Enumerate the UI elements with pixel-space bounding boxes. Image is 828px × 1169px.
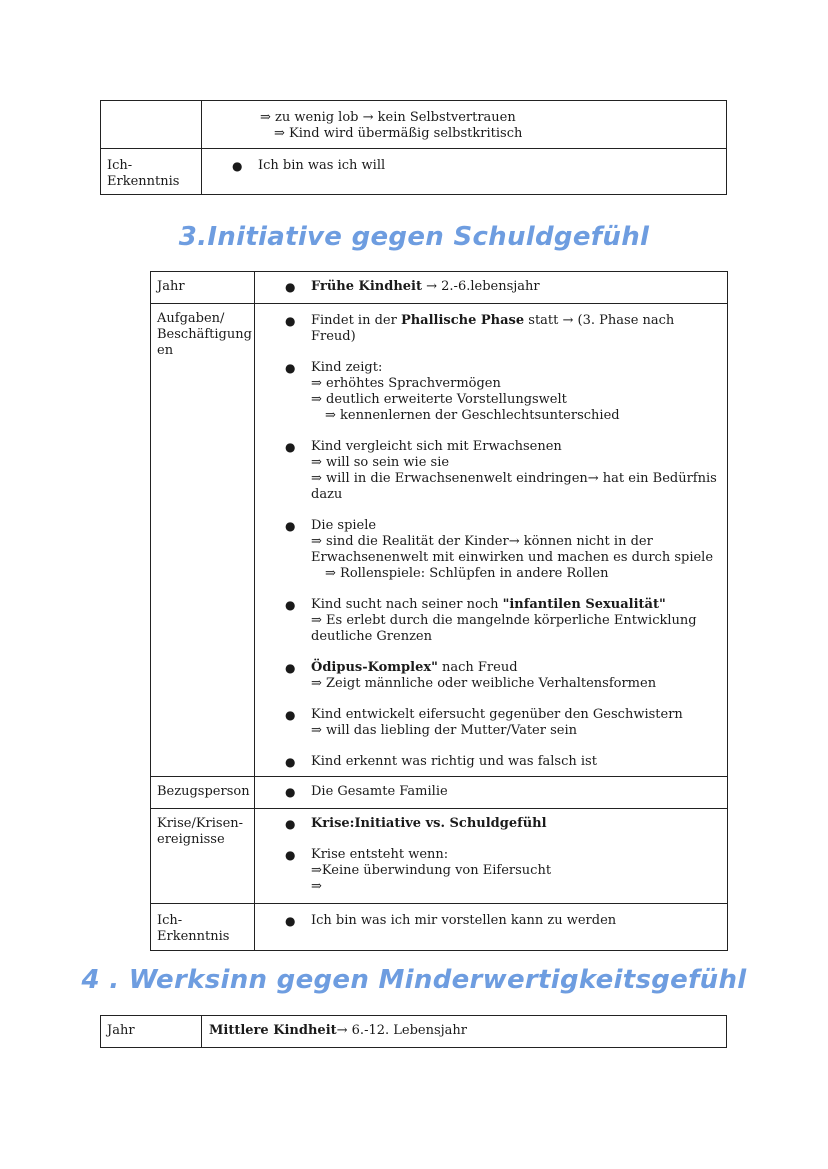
bullet-icon: ● <box>285 785 296 799</box>
content-cell <box>202 149 727 195</box>
text: Kind sucht nach seiner noch <box>311 597 503 612</box>
bullet-item <box>285 847 717 895</box>
table-previous-stage <box>100 100 727 195</box>
section-title-4: 4 . Werksinn gegen Minderwertigkeitsgefühl <box>81 965 747 995</box>
text: nach Freud <box>437 660 518 675</box>
row-label: Ich-Erkenntnis <box>101 149 202 195</box>
bullet-icon: ● <box>285 519 296 533</box>
table-row <box>151 304 728 777</box>
table-row <box>101 149 727 195</box>
text: → 2.-6.lebensjahr <box>422 279 540 294</box>
bullet-icon: ● <box>285 914 296 928</box>
row-label: Krise/Krisen-ereignisse <box>151 809 255 904</box>
text-line: ⇒ deutlich erweiterte Vorstellungswelt <box>311 392 567 407</box>
bullet-item <box>285 784 717 800</box>
bullet-text: Ich bin was ich will <box>258 158 386 173</box>
bullet-text: Ich bin was ich mir vorstellen kann zu werden <box>311 913 617 928</box>
section-title-3: 3.Initiative gegen Schuldgefühl <box>178 222 650 252</box>
table-row <box>151 272 728 304</box>
bullet-icon: ● <box>232 159 243 173</box>
content-cell <box>255 304 728 777</box>
bullet-icon: ● <box>285 361 296 375</box>
text-line <box>311 660 717 676</box>
bullet-icon: ● <box>285 280 296 294</box>
bold-text: Frühe Kindheit <box>311 279 422 294</box>
row-label: Bezugsperson <box>151 777 255 809</box>
content-cell <box>202 101 727 149</box>
bullet-item <box>285 518 717 582</box>
text-line: ⇒ kennenlernen der Geschlechtsunterschied <box>325 408 620 423</box>
bullet-item <box>232 158 716 174</box>
row-label: Ich-Erkenntnis <box>151 904 255 951</box>
bullet-item <box>285 660 717 692</box>
bullet-icon: ● <box>285 314 296 328</box>
content-cell <box>255 272 728 304</box>
row-label: Jahr <box>151 272 255 304</box>
table-row <box>101 1016 727 1048</box>
content-cell <box>255 904 728 951</box>
text-line: ⇒ sind die Realität der Kinder→ können nicht in der Erwachsenenwelt mit einwirken und machen es durch spiele <box>311 534 714 565</box>
text-line: ⇒ Zeigt männliche oder weibliche Verhaltensformen <box>311 676 657 691</box>
text-line: Die spiele <box>311 518 377 533</box>
text-line: Kind entwickelt eifersucht gegenüber den Geschwistern <box>311 707 683 722</box>
text-line: ⇒ Kind wird übermäßig selbstkritisch <box>274 126 523 141</box>
bold-text: Krise:Initiative vs. Schuldgefühl <box>311 816 547 831</box>
table-row <box>151 904 728 951</box>
bullet-text: Die Gesamte Familie <box>311 784 448 799</box>
bullet-item <box>285 597 717 645</box>
text-line: Kind zeigt: <box>311 360 383 375</box>
bullet-icon: ● <box>285 848 296 862</box>
bullet-item <box>285 279 717 295</box>
bullet-item <box>285 816 717 832</box>
table-row <box>151 809 728 904</box>
bullet-item <box>285 439 717 503</box>
bold-text: Mittlere Kindheit <box>209 1023 337 1038</box>
table-row <box>151 777 728 809</box>
table-row <box>101 101 727 149</box>
text: → 6.-12. Lebensjahr <box>336 1023 468 1038</box>
content-cell <box>255 777 728 809</box>
bullet-icon: ● <box>285 661 296 675</box>
table-stage-4 <box>100 1015 727 1048</box>
content-cell <box>202 1016 727 1048</box>
row-label: Aufgaben/ Beschäftigung en <box>151 304 255 777</box>
text: statt → (3. Phase nach Freud) <box>311 313 675 344</box>
bullet-item <box>285 313 717 345</box>
text-line: ⇒ will das liebling der Mutter/Vater sein <box>311 723 577 738</box>
bold-text: Ödipus-Komplex" <box>311 660 438 675</box>
bullet-item <box>285 707 717 739</box>
empty-label-cell <box>101 101 202 149</box>
row-label: Jahr <box>101 1016 202 1048</box>
text-line <box>311 597 717 613</box>
bullet-icon: ● <box>285 817 296 831</box>
text-line: ⇒ will so sein wie sie <box>311 455 450 470</box>
bold-text: "infantilen Sexualität" <box>502 597 666 612</box>
text-line: ⇒ Es erlebt durch die mangelnde körperliche Entwicklung deutliche Grenzen <box>311 613 697 644</box>
bullet-item <box>285 754 717 770</box>
text-line: ⇒ erhöhtes Sprachvermögen <box>311 376 501 391</box>
text: Findet in der <box>311 313 401 328</box>
text-line: Kind erkennt was richtig und was falsch ist <box>311 754 597 769</box>
content-cell <box>255 809 728 904</box>
bold-text: Phallische Phase <box>400 313 525 328</box>
bullet-icon: ● <box>285 755 296 769</box>
text-line: Krise entsteht wenn: <box>311 847 449 862</box>
text-line: ⇒ will in die Erwachsenenwelt eindringen→ hat ein Bedürfnis dazu <box>311 471 717 502</box>
bullet-item <box>285 913 717 929</box>
text-line: ⇒ Rollenspiele: Schlüpfen in andere Rollen <box>325 566 609 581</box>
text-line: Kind vergleicht sich mit Erwachsenen <box>311 439 562 454</box>
table-stage-3 <box>150 271 728 951</box>
bullet-icon: ● <box>285 708 296 722</box>
text-line: ⇒Keine überwindung von Eifersucht <box>311 863 552 878</box>
bullet-icon: ● <box>285 598 296 612</box>
text-line: ⇒ <box>311 879 322 894</box>
bullet-icon: ● <box>285 440 296 454</box>
bullet-item <box>285 360 717 424</box>
text-line: ⇒ zu wenig lob → kein Selbstvertrauen <box>260 110 516 125</box>
